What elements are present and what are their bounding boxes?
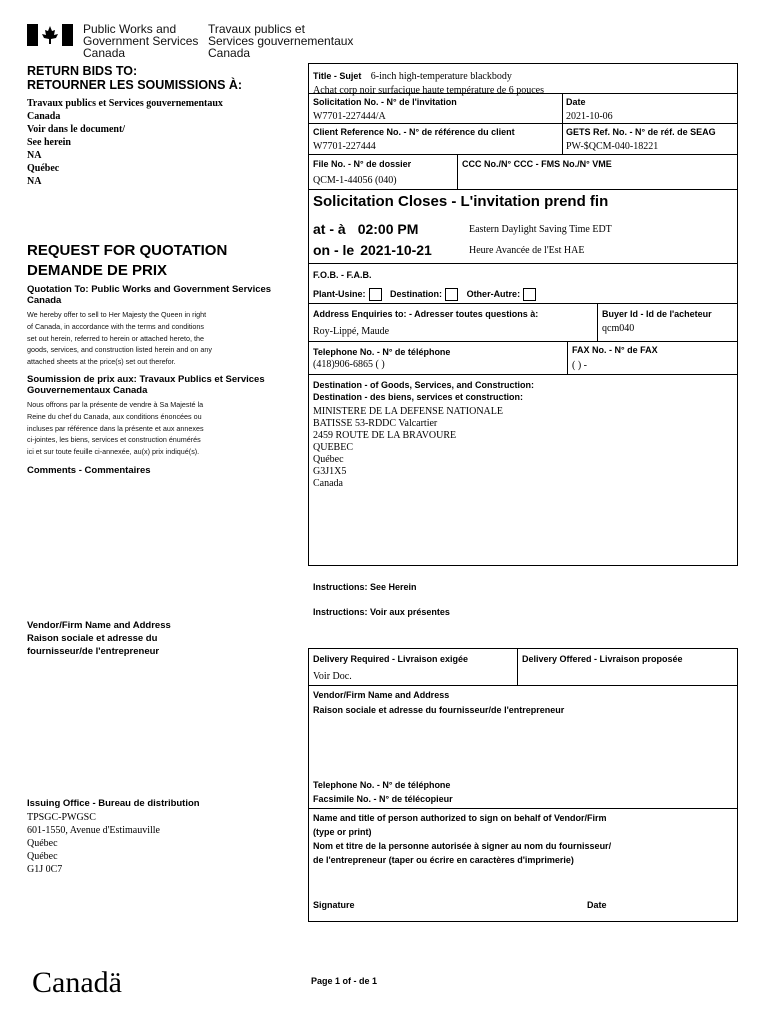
fob-cell: F.O.B. - F.A.B. Plant-Usine: Destination: Other-Autre: — [308, 263, 738, 304]
issuing-office-address: TPSGC-PWGSC 601-1550, Avenue d'Estimauville Québec Québec G1J 0C7 — [27, 812, 160, 875]
offer-text-fr: Nous offrons par la présente de vendre à Sa Majesté la Reine du chef du Canada, aux conditions énoncées ou incluses par référence dans la présente et aux annexes ci-jointes, les biens, services et construction énumérés ici et sur toute feuille ci-annexée, au(x) prix indiqué(s). — [27, 400, 204, 457]
soumission-heading: Soumission de prix aux: Travaux Publics et Services Gouvernementaux Canada — [27, 374, 265, 396]
date-cell: Date 2021-10-06 — [562, 93, 738, 124]
vendor-name-cell[interactable]: Vendor/Firm Name and Address Raison sociale et adresse du fournisseur/de l'entrepreneur Telephone No. - N° de téléphone Facsimile No. - N° de télécopieur — [308, 685, 738, 809]
rfq-heading: REQUEST FOR QUOTATION DEMANDE DE PRIX — [27, 242, 228, 279]
offer-text-en: We hereby offer to sell to Her Majesty the Queen in right of Canada, in accordance with the terms and conditions set out herein, referred to herein or attached hereto, the goods, services, and construction listed herein and on any attached sheets at the price(s) set out therefor. — [27, 310, 212, 367]
quotation-to: Quotation To: Public Works and Government Services Canada — [27, 284, 272, 306]
destination-cell: Destination - of Goods, Services, and Construction: Destination - des biens, services et construction: MINISTERE DE LA DEFENSE NATIONALE BATISSE 53-RDDC Valcartier 2459 ROUTE DE LA BRAVOURE QUEBEC Québec G3J1X5 Canada — [308, 374, 738, 566]
client-ref-cell: Client Reference No. - N° de référence du client W7701-227444 — [308, 123, 563, 155]
department-name-fr: Travaux publics et Services gouvernementaux Canada — [208, 22, 354, 60]
canada-flag-icon — [27, 24, 73, 46]
return-bids-heading: RETURN BIDS TO: RETOURNER LES SOUMISSIONS À: — [27, 64, 243, 92]
issuing-office-label: Issuing Office - Bureau de distribution — [27, 798, 200, 809]
canada-wordmark: Canadä — [32, 966, 122, 999]
gets-ref-cell: GETS Ref. No. - N° de réf. de SEAG PW-$QCM-040-18221 — [562, 123, 738, 155]
instructions-en: Instructions: See Herein — [313, 582, 417, 592]
vendor-label-left: Vendor/Firm Name and Address Raison sociale et adresse du fournisseur/de l'entrepreneur — [27, 620, 171, 657]
delivery-required-cell: Delivery Required - Livraison exigée Voir Doc. — [308, 648, 518, 686]
telephone-cell: Telephone No. - N° de téléphone (418)906-6865 ( ) — [308, 341, 568, 375]
title-cell: Title - Sujet 6-inch high-temperature blackbody Achat corp noir surfacique haute température de 6 pouces — [308, 63, 738, 94]
ccc-no-cell: CCC No./N° CCC - FMS No./N° VME — [457, 154, 738, 190]
buyer-id-cell: Buyer Id - Id de l'acheteur qcm040 — [597, 303, 738, 342]
delivery-offered-cell[interactable]: Delivery Offered - Livraison proposée — [517, 648, 738, 686]
solicitation-cell: Solicitation No. - N° de l'invitation W7701-227444/A — [308, 93, 563, 124]
fax-cell: FAX No. - N° de FAX ( ) - — [567, 341, 738, 375]
comments-label: Comments - Commentaires — [27, 465, 151, 476]
plant-checkbox[interactable] — [369, 288, 382, 301]
department-name-en: Public Works and Government Services Canada — [83, 22, 199, 60]
other-checkbox[interactable] — [523, 288, 536, 301]
instructions-fr: Instructions: Voir aux présentes — [313, 607, 450, 617]
closing-cell: Solicitation Closes - L'invitation prend fin at - à 02:00 PM Eastern Daylight Saving Time EDT on - le 2021-10-21 Heure Avancée de l'Est HAE — [308, 189, 738, 264]
page-number: Page 1 of - de 1 — [311, 976, 378, 986]
destination-checkbox[interactable] — [445, 288, 458, 301]
return-address: Travaux publics et Services gouvernementaux Canada Voir dans le document/ See herein NA Québec NA — [27, 98, 223, 187]
signature-cell[interactable]: Name and title of person authorized to sign on behalf of Vendor/Firm (type or print) Nom et titre de la personne autorisée à signer au nom du fournisseur/ de l'entrepreneur (taper ou écrire en caractères d'imprimerie) Signature Date — [308, 808, 738, 922]
file-no-cell: File No. - N° de dossier QCM-1-44056 (040) — [308, 154, 458, 190]
enquiries-cell: Address Enquiries to: - Adresser toutes questions à: Roy-Lippé, Maude — [308, 303, 598, 342]
